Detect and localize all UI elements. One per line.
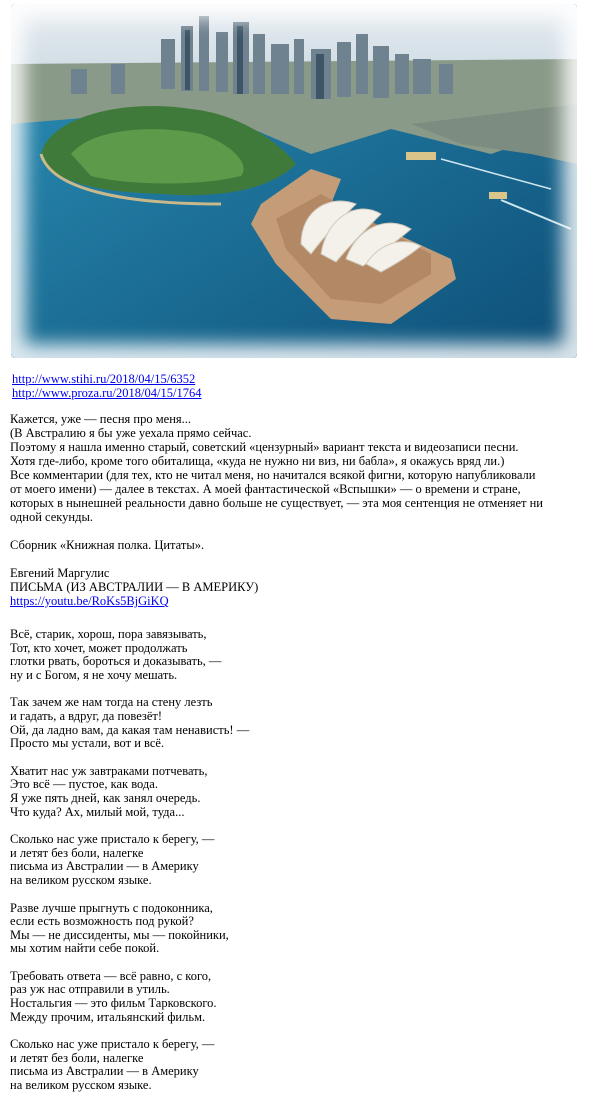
intro-line: которых в нынешней реальности давно больше не существует, — эта моя сентенция не отменяет ни xyxy=(10,496,543,510)
poem-line: Всё, старик, хорош, пора завязывать, xyxy=(10,627,207,641)
intro-line: (В Австралию я бы уже уехала прямо сейчас. xyxy=(10,426,252,440)
poem-line: Хватит нас уж завтраками потчевать, xyxy=(10,763,208,778)
poem xyxy=(10,628,600,1093)
poem-title: ПИСЬМА (ИЗ АВСТРАЛИИ — В АМЕРИКУ) xyxy=(10,580,259,594)
intro-text xyxy=(10,412,600,524)
poem-line: раз уж нас отправили в утиль. xyxy=(10,982,170,997)
intro-line: Поэтому я нашла именно старый, советский «цензурный» вариант текста и видеозаписи песни. xyxy=(10,440,519,454)
poem-line: на великом русском языке. xyxy=(10,872,152,887)
poem-line: Между прочим, итальянский фильм. xyxy=(10,1009,206,1024)
intro-line: Хотя где-либо, кроме того обиталища, «куда не нужно ни виз, ни бабла», я окажусь вряд ли.) xyxy=(10,454,505,468)
article-body xyxy=(10,372,600,1107)
intro-line: от моего имени) — далее в текстах. А моей фантастической «Вспышки» — о времени и стране, xyxy=(10,482,521,496)
intro-line: одной секунды. xyxy=(10,510,93,524)
poem-line: Ностальгия — это фильм Тарковского. xyxy=(10,996,217,1011)
sydney-opera-house-photo xyxy=(11,4,577,358)
stanza xyxy=(10,902,600,956)
poem-line: Это всё — пустое, как вода. xyxy=(10,777,158,792)
intro-line: Все комментарии (для тех, кто не читал меня, но начитался всякой фигни, которую напубликовали xyxy=(10,468,536,482)
stanza xyxy=(10,628,600,682)
poem-line: на великом русском языке. xyxy=(10,1078,152,1093)
poem-line: Сколько нас уже пристало к берегу, — xyxy=(10,1037,215,1052)
poem-line: Просто мы устали, вот и всё. xyxy=(10,736,165,751)
poem-line: и гадать, а вдруг, да повезёт! xyxy=(10,708,163,723)
poem-line: если есть возможность под рукой? xyxy=(10,914,194,929)
stanza xyxy=(10,1038,600,1092)
poem-line: глотки рвать, бороться и доказывать, — xyxy=(10,654,222,669)
stanza xyxy=(10,970,600,1024)
proza-link[interactable]: http://www.proza.ru/2018/04/15/1764 xyxy=(12,386,202,400)
poem-line: Требовать ответа — всё равно, с кого, xyxy=(10,968,212,983)
poem-line: Разве лучше прыгнуть с подоконника, xyxy=(10,900,213,915)
poem-line: мы хотим найти себе покой. xyxy=(10,941,160,956)
poem-line: ну и с Богом, я не хочу мешать. xyxy=(10,667,178,682)
intro-line: Кажется, уже — песня про меня... xyxy=(10,412,192,426)
poem-header xyxy=(10,566,600,608)
poem-line: Я уже пять дней, как занял очередь. xyxy=(10,790,201,805)
poem-line: Ой, да ладно вам, да какая там ненависть! — xyxy=(10,722,250,737)
poem-line: Так зачем же нам тогда на стену лезть xyxy=(10,695,213,710)
collection-note: Сборник «Книжная полка. Цитаты». xyxy=(10,538,205,552)
stanza xyxy=(10,765,600,819)
poem-line: и летят без боли, налегке xyxy=(10,845,144,860)
stanza xyxy=(10,696,600,750)
stihi-link[interactable]: http://www.stihi.ru/2018/04/15/6352 xyxy=(12,372,196,386)
poem-line: и летят без боли, налегке xyxy=(10,1050,144,1065)
poem-line: Что куда? Ах, милый мой, туда... xyxy=(10,804,185,819)
poem-author: Евгений Маргулис xyxy=(10,566,110,580)
source-links xyxy=(10,372,600,400)
poem-line: письма из Австралии — в Америку xyxy=(10,859,199,874)
stanza xyxy=(10,833,600,887)
poem-line: Сколько нас уже пристало к берегу, — xyxy=(10,832,215,847)
youtube-link[interactable]: https://youtu.be/RoKs5BjGiKQ xyxy=(10,594,169,608)
poem-line: Тот, кто хочет, может продолжать xyxy=(10,640,188,655)
poem-line: письма из Австралии — в Америку xyxy=(10,1064,199,1079)
poem-line: Мы — не диссиденты, мы — покойники, xyxy=(10,927,229,942)
